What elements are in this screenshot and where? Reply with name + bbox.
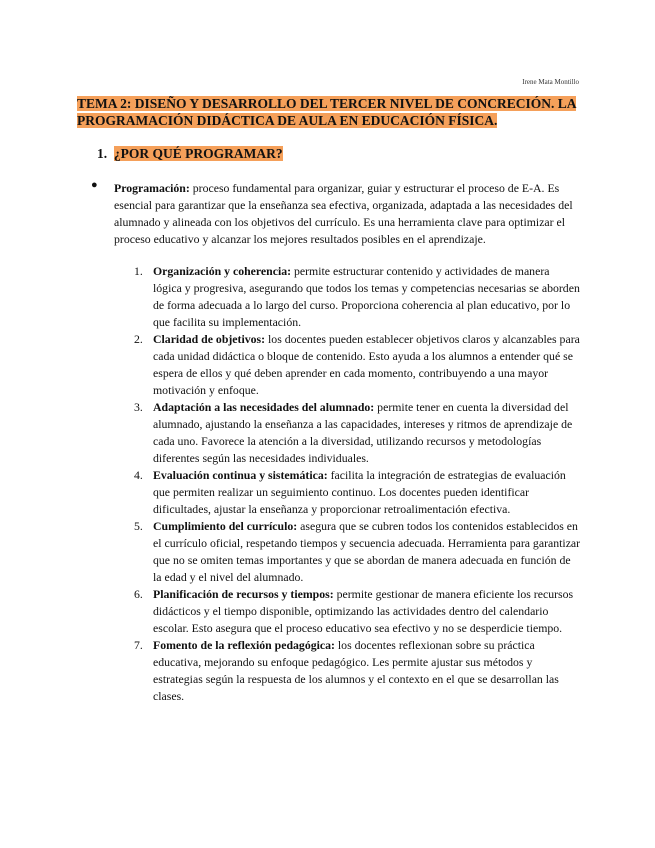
list-item-text: permite tener en cuenta la diversidad del alumnado, ajustando la enseñanza a las capacidades, intereses y ritmos de aprendizaje de cada uno. Favorece la atención a la diversidad, utilizando recursos y metodologías diferentes según las necesidades individuales.	[153, 400, 573, 465]
list-item-number: 4.	[134, 468, 143, 482]
list-item-text: los docentes pueden establecer objetivos claros y alcanzables para cada unidad didáctica o bloque de contenido. Esto ayuda a los alumnos a entender qué se espera de ellos y qué deben aprender en cada momento, contribuyendo a una mayor motivación y enfoque.	[153, 332, 580, 397]
list-item	[134, 263, 581, 331]
section-number: 1.	[97, 146, 108, 161]
list-item-text: permite gestionar de manera eficiente los recursos didácticos y el tiempo disponible, optimizando las actividades dentro del calendario escolar. Esto asegura que el proceso educativo sea efectivo y no se desperdicie tiempo.	[153, 587, 574, 635]
list-item	[134, 637, 581, 705]
main-bullet	[114, 180, 581, 248]
bullet-icon: ●	[91, 179, 98, 191]
list-item-text: facilita la integración de estrategias de evaluación que permiten realizar un seguimiento continuo. Los docentes pueden identificar dificultades, ajustar la enseñanza y proporcionar retroalimentación efectiva.	[153, 468, 566, 516]
list-item-number: 3.	[134, 400, 143, 414]
list-item-number: 2.	[134, 332, 143, 346]
list-item-term: Organización y coherencia:	[153, 264, 292, 278]
document-title	[77, 95, 577, 129]
section-title: ¿POR QUÉ PROGRAMAR?	[113, 146, 283, 161]
list-item-number: 1.	[134, 264, 143, 278]
list-item-number: 5.	[134, 519, 143, 533]
list-item-text: asegura que se cubren todos los contenidos establecidos en el currículo oficial, respetando tiempos y secuencia adecuada. Herramienta para garantizar que no se omiten temas importantes y que se abordan de manera adecuada en función de la edad y el nivel del alumnado.	[153, 519, 581, 584]
list-item	[134, 586, 581, 637]
main-bullet-term: Programación:	[114, 181, 190, 195]
section-heading	[97, 146, 283, 162]
list-item-text: permite estructurar contenido y actividades de manera lógica y progresiva, asegurando que todos los temas y competencias necesarias se aborden de forma adecuada a lo largo del curso. Proporciona coherencia al plan educativo, por lo que facilita su implementación.	[153, 264, 580, 329]
list-item	[134, 331, 581, 399]
list-item-number: 7.	[134, 638, 143, 652]
numbered-list	[134, 263, 581, 705]
main-bullet-text: proceso fundamental para organizar, guiar y estructurar el proceso de E-A. Es esencial para garantizar que la enseñanza sea efectiva, organizada, adaptada a las necesidades del alumnado y alineada con los objetivos del currículo. Es una herramienta clave para optimizar el proceso educativo y alcanzar los mejores resultados posibles en el aprendizaje.	[114, 181, 573, 246]
list-item	[134, 467, 581, 518]
list-item-term: Cumplimiento del currículo:	[153, 519, 298, 533]
list-item-term: Claridad de objetivos:	[153, 332, 266, 346]
list-item-term: Fomento de la reflexión pedagógica:	[153, 638, 335, 652]
list-item-number: 6.	[134, 587, 143, 601]
list-item	[134, 399, 581, 467]
list-item	[134, 518, 581, 586]
title-text: TEMA 2: DISEÑO Y DESARROLLO DEL TERCER NIVEL DE CONCRECIÓN. LA PROGRAMACIÓN DIDÁCTICA DE AULA EN EDUCACIÓN FÍSICA.	[77, 96, 577, 128]
list-item-term: Planificación de recursos y tiempos:	[153, 587, 334, 601]
list-item-text: los docentes reflexionan sobre su práctica educativa, mejorando su enfoque pedagógico. Les permite ajustar sus métodos y estrategias según la respuesta de los alumnos y el contexto en el que se desarrollan las clases.	[153, 638, 559, 703]
list-item-term: Evaluación continua y sistemática:	[153, 468, 328, 482]
author-header: Irene Mata Montillo	[522, 78, 579, 86]
list-item-term: Adaptación a las necesidades del alumnado:	[153, 400, 375, 414]
